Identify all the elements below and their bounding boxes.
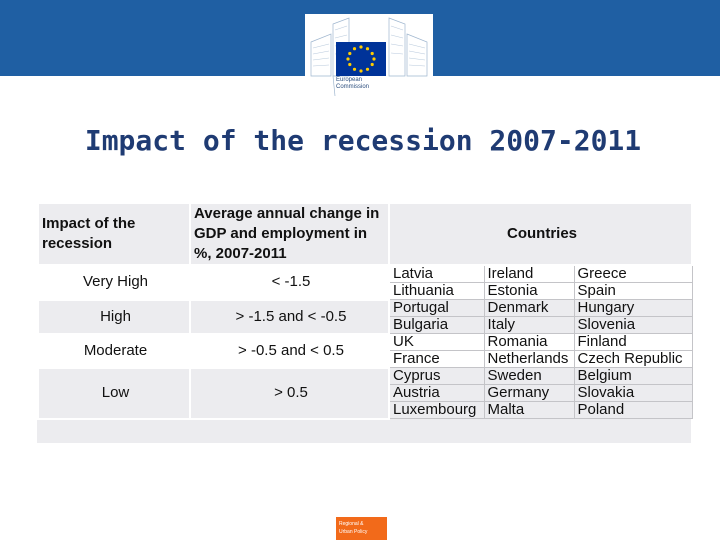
country-cell: Germany <box>484 385 574 402</box>
impact-level-cell: Low <box>38 368 190 419</box>
country-cell: Poland <box>574 402 692 419</box>
recession-impact-table <box>37 202 693 420</box>
country-cell: Spain <box>574 283 692 300</box>
country-cell: Italy <box>484 317 574 334</box>
country-cell: Lithuania <box>389 283 484 300</box>
logo-line-european: European <box>336 77 363 83</box>
impact-level-cell: Very High <box>38 265 190 300</box>
change-range-cell: > -1.5 and < -0.5 <box>190 300 389 334</box>
country-cell: Slovakia <box>574 385 692 402</box>
recession-table-container <box>37 202 691 443</box>
country-cell: UK <box>389 334 484 351</box>
table-body <box>38 265 692 419</box>
country-cell: Denmark <box>484 300 574 317</box>
table-header-row <box>38 203 692 265</box>
country-cell: Latvia <box>389 265 484 283</box>
country-cell: Bulgaria <box>389 317 484 334</box>
impact-level-cell: Moderate <box>38 334 190 368</box>
logo-caption <box>336 77 369 91</box>
logo-line-commission: Commission <box>336 84 370 90</box>
country-cell: Netherlands <box>484 351 574 368</box>
header-impact: Impact of the recession <box>38 203 190 265</box>
country-cell: Slovenia <box>574 317 692 334</box>
country-cell: Czech Republic <box>574 351 692 368</box>
table-row <box>38 300 692 317</box>
country-cell: Hungary <box>574 300 692 317</box>
table-row <box>38 334 692 351</box>
country-cell: Ireland <box>484 265 574 283</box>
country-cell: Estonia <box>484 283 574 300</box>
country-cell: Austria <box>389 385 484 402</box>
country-cell: Malta <box>484 402 574 419</box>
footer-line-urban-policy: Urban Policy <box>339 529 368 535</box>
regional-urban-policy-badge <box>336 517 387 540</box>
country-cell: Belgium <box>574 368 692 385</box>
change-range-cell: > -0.5 and < 0.5 <box>190 334 389 368</box>
slide-title: Impact of the recession 2007-2011 <box>84 124 642 157</box>
footer-line-regional: Regional & <box>339 521 364 527</box>
country-cell: Cyprus <box>389 368 484 385</box>
impact-level-cell: High <box>38 300 190 334</box>
header-average-change: Average annual change in GDP and employment in %, 2007-2011 <box>190 203 389 265</box>
country-cell: Luxembourg <box>389 402 484 419</box>
header-countries: Countries <box>389 203 692 265</box>
change-range-cell: < -1.5 <box>190 265 389 300</box>
country-cell: Finland <box>574 334 692 351</box>
country-cell: Portugal <box>389 300 484 317</box>
country-cell: Sweden <box>484 368 574 385</box>
table-row <box>38 265 692 283</box>
country-cell: Greece <box>574 265 692 283</box>
country-cell: Romania <box>484 334 574 351</box>
country-cell: France <box>389 351 484 368</box>
change-range-cell: > 0.5 <box>190 368 389 419</box>
table-row <box>38 368 692 385</box>
